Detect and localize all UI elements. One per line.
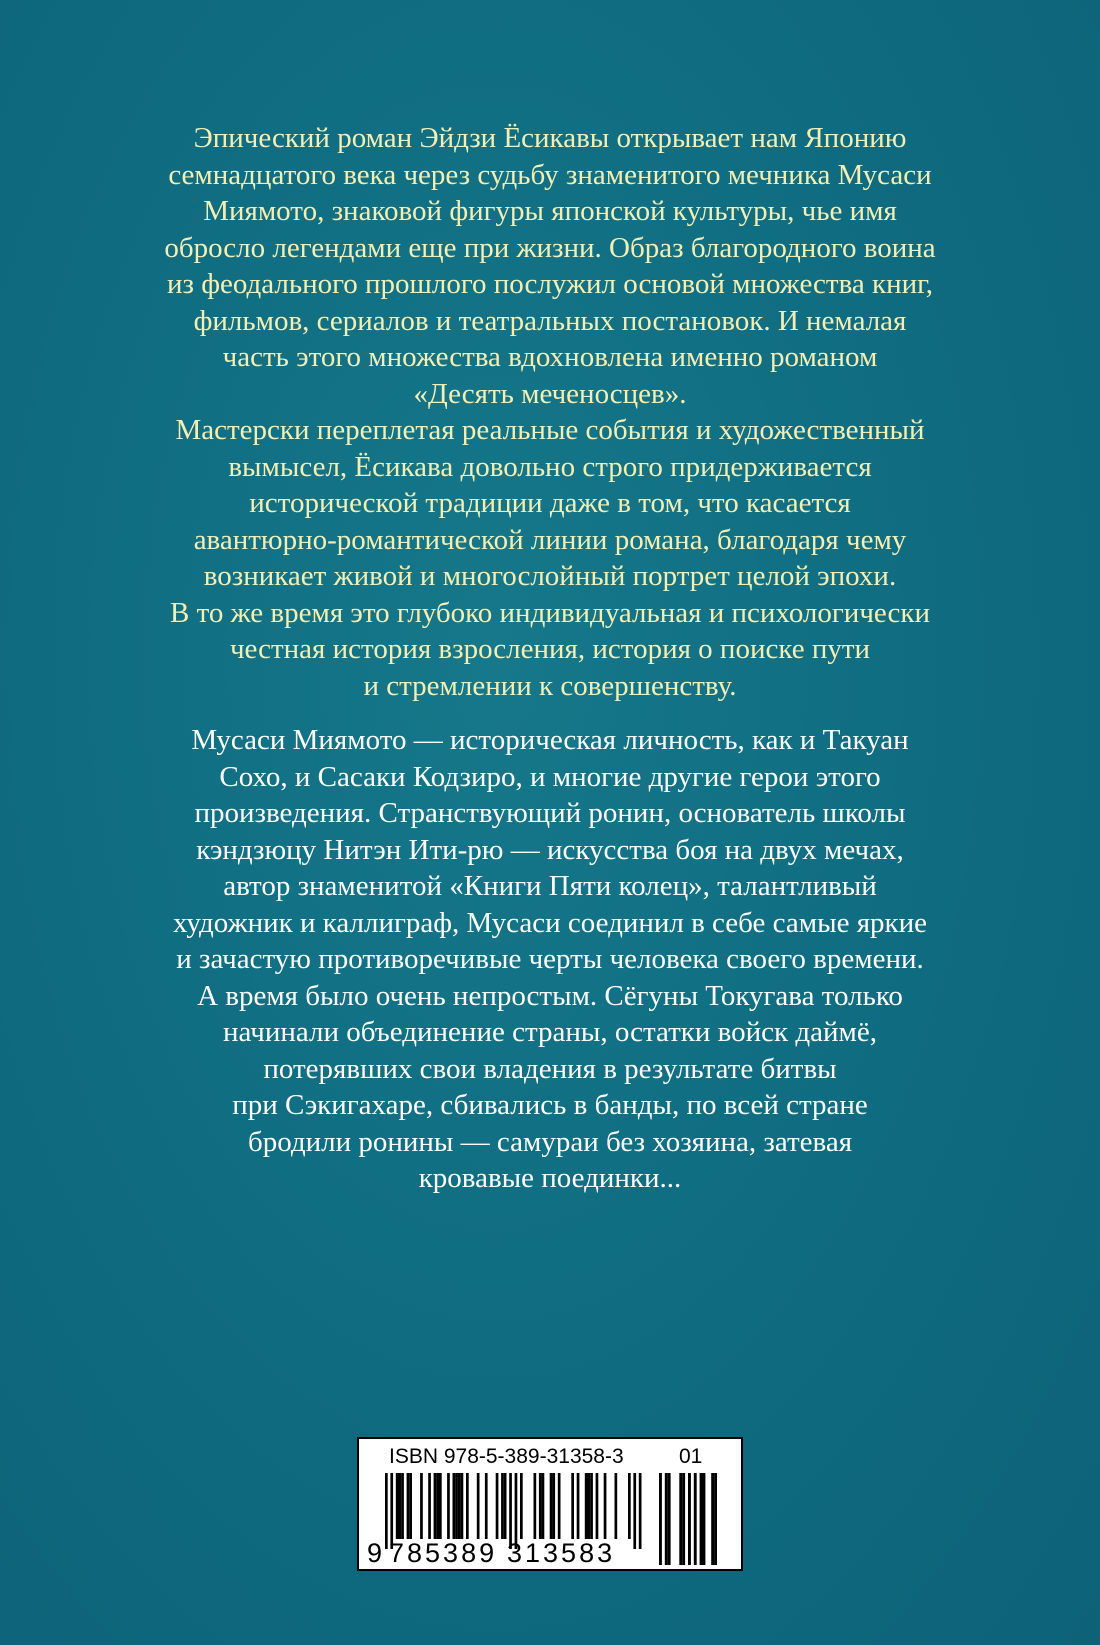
text-line: «Десять меченосцев». <box>413 377 687 410</box>
text-line: и зачастую противоречивые черты человека своего времени. <box>176 943 924 975</box>
barcode-bar <box>552 1473 555 1539</box>
text-line: кэндзюцу Нитэн Ити-рю — искусства боя на двух мечах, <box>196 833 904 866</box>
barcode-bar <box>447 1473 450 1539</box>
barcode-bar <box>577 1473 580 1539</box>
barcode-bar <box>539 1473 542 1539</box>
text-line: кровавые поединки... <box>418 1162 682 1194</box>
text-line: фильмов, сериалов и театральных постановок. И немалая <box>193 304 907 337</box>
barcode-bar <box>407 1473 410 1539</box>
barcode-right-digits: 313583 <box>507 1538 616 1568</box>
barcode-bar <box>588 1473 591 1539</box>
barcode-bar <box>485 1473 488 1539</box>
text-line: В то же время это глубоко индивидуальная и психологически <box>170 596 930 629</box>
barcode-bar <box>628 1473 631 1539</box>
text-line: Эпический роман Эйдзи Ёсикавы открывает нам Японию <box>193 122 907 154</box>
barcode-bar <box>571 1473 574 1539</box>
barcode-first-digit: 9 <box>367 1538 383 1568</box>
text-line: Сохо, и Сасаки Кодзиро, и многие другие герои этого <box>219 760 881 793</box>
text-line: Мастерски переплетая реальные события и художественный <box>175 414 925 446</box>
barcode-bar <box>409 1473 412 1539</box>
barcode-bar <box>461 1473 464 1539</box>
barcode-bar <box>496 1473 499 1539</box>
description-paragraph-1 <box>0 120 1100 412</box>
text-line: из феодального прошлого послужил основой множества книг, <box>166 268 934 300</box>
barcode-bar <box>659 1473 662 1565</box>
barcode-bar <box>714 1473 717 1565</box>
barcode-bar <box>679 1473 682 1565</box>
barcode-bar <box>633 1473 636 1549</box>
text-line: при Сэкигахаре, сбивались в банды, по всей стране <box>232 1089 868 1121</box>
barcode-bar <box>596 1473 599 1539</box>
text-line: часть этого множества вдохновлена именно романом <box>222 341 878 373</box>
barcode-bar <box>585 1473 588 1539</box>
barcode-bar <box>694 1473 697 1565</box>
barcode-bar <box>458 1473 461 1539</box>
barcode-bar <box>455 1473 458 1539</box>
barcode-bar <box>703 1473 706 1565</box>
barcode-bar <box>604 1473 607 1539</box>
barcode-bar <box>504 1473 507 1539</box>
barcode-bar <box>682 1473 685 1565</box>
barcode-bar <box>477 1473 480 1539</box>
barcode-addon-code: 01 <box>679 1445 703 1468</box>
barcode-bar <box>668 1473 671 1565</box>
barcode-bar <box>520 1473 523 1539</box>
barcode-bar <box>453 1473 456 1539</box>
text-line: художник и каллиграф, Мусаси соединил в себе самые яркие <box>172 906 928 939</box>
text-line: Мусаси Миямото — историческая личность, как и Такуан <box>191 724 909 756</box>
text-line: исторической традиции даже в том, что касается <box>249 487 851 519</box>
barcode-bar <box>420 1473 423 1539</box>
text-line: автор знаменитой «Книги Пяти колец», талантливый <box>223 870 877 902</box>
barcode-bar <box>550 1473 553 1539</box>
barcode-bar <box>558 1473 561 1539</box>
isbn-label: ISBN 978-5-389-31358-3 <box>389 1445 624 1468</box>
barcode-bar <box>534 1473 537 1539</box>
text-line: авантюрно-романтической линии романа, благодаря чему <box>193 523 907 556</box>
barcode-bar <box>688 1473 691 1565</box>
barcode-bar <box>439 1473 442 1539</box>
barcode-bar <box>399 1473 402 1539</box>
text-line: потерявших свои владения в результате битвы <box>263 1052 837 1085</box>
barcode-bar <box>615 1473 618 1539</box>
text-line: семнадцатого века через судьбу знаменитого мечника Мусаси <box>168 158 932 191</box>
barcode-digits <box>367 1538 616 1645</box>
barcode-left-digits: 785389 <box>389 1538 498 1568</box>
text-line: и стремлении к совершенству. <box>363 669 737 702</box>
barcode-bar <box>401 1473 404 1539</box>
text-line: Миямото, знаковой фигуры японской культуры, чье имя <box>203 195 897 227</box>
text-line: начинали объединение страны, остатки войск даймё, <box>223 1016 877 1048</box>
text-line: честная история взросления, история о поиске пути <box>229 633 871 665</box>
barcode-bar <box>639 1473 642 1549</box>
text-line: вымысел, Ёсикава довольно строго придерживается <box>228 450 872 483</box>
isbn-barcode <box>357 1437 743 1571</box>
barcode-bar <box>428 1473 431 1539</box>
barcode-bar <box>436 1473 439 1539</box>
text-line: обросло легендами еще при жизни. Образ благородного воина <box>164 231 936 264</box>
barcode-bar <box>542 1473 545 1539</box>
barcode-bar <box>590 1473 593 1539</box>
barcode-bar <box>700 1473 703 1565</box>
text-line: возникает живой и многослойный портрет целой эпохи. <box>203 560 897 592</box>
barcode-bar <box>434 1473 437 1539</box>
barcode-bar <box>396 1473 399 1539</box>
barcode-bar <box>711 1473 714 1565</box>
description-paragraph-3 <box>0 722 1100 1197</box>
text-line: произведения. Странствующий ронин, основатель школы <box>194 797 906 829</box>
barcode-bar <box>466 1473 469 1539</box>
barcode-bar <box>665 1473 668 1565</box>
text-line: бродили ронины — самураи без хозяина, затевая <box>247 1125 853 1158</box>
description-paragraph-2 <box>0 412 1100 704</box>
text-line: А время было очень непростым. Сёгуны Токугава только <box>197 979 903 1012</box>
barcode-bar <box>501 1473 504 1539</box>
